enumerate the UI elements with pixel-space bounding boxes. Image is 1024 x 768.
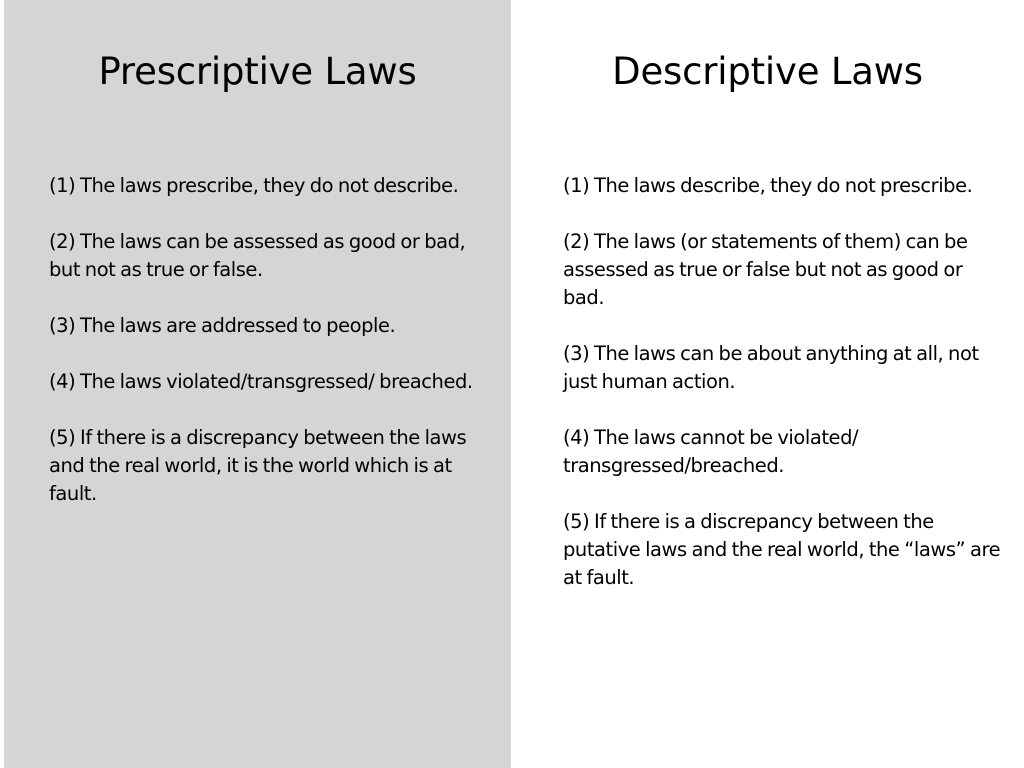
descriptive-laws-title: Descriptive Laws: [612, 50, 923, 93]
descriptive-laws-panel: [511, 0, 1024, 768]
prescriptive-law-4: (4) The laws violated/transgressed/ breached.: [49, 370, 473, 393]
descriptive-laws-list: [563, 172, 1008, 620]
prescriptive-laws-panel: [4, 0, 511, 768]
prescriptive-law-3: (3) The laws are addressed to people.: [49, 314, 396, 337]
descriptive-law-4: (4) The laws cannot be violated/ transgressed/breached.: [563, 426, 859, 477]
prescriptive-laws-title: Prescriptive Laws: [98, 50, 417, 93]
prescriptive-law-5: (5) If there is a discrepancy between the laws and the real world, it is the world which is at fault.: [49, 426, 467, 505]
prescriptive-law-1: (1) The laws prescribe, they do not describe.: [49, 174, 459, 197]
descriptive-law-2: (2) The laws (or statements of them) can be assessed as true or false but not as good or bad.: [563, 230, 968, 309]
prescriptive-law-2: (2) The laws can be assessed as good or bad, but not as true or false.: [49, 230, 466, 281]
descriptive-law-5: (5) If there is a discrepancy between the putative laws and the real world, the “laws” are at fault.: [563, 510, 1001, 589]
descriptive-law-3: (3) The laws can be about anything at all, not just human action.: [563, 342, 979, 393]
descriptive-law-1: (1) The laws describe, they do not prescribe.: [563, 174, 973, 197]
prescriptive-laws-list: [49, 172, 489, 536]
